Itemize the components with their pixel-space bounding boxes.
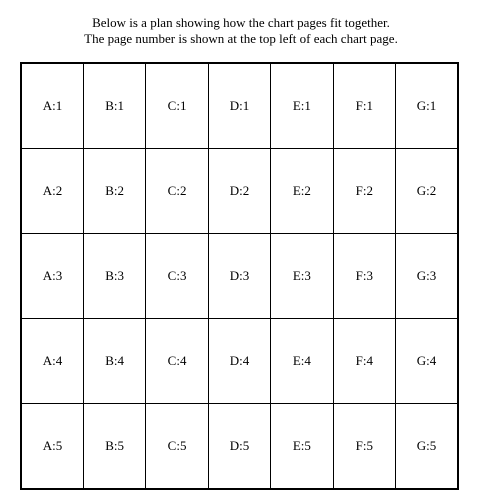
- chart-page-cell: G:1: [396, 63, 458, 149]
- chart-page-cell: F:5: [333, 404, 395, 490]
- chart-page-cell: G:4: [396, 319, 458, 404]
- chart-page-cell: F:3: [333, 234, 395, 319]
- chart-page-cell: G:3: [396, 234, 458, 319]
- chart-page-cell: D:1: [208, 63, 270, 149]
- chart-page-cell: F:1: [333, 63, 395, 149]
- plan-row: [21, 234, 458, 319]
- chart-page-plan-grid: [20, 62, 459, 490]
- chart-page-cell: D:4: [208, 319, 270, 404]
- chart-page-cell: F:4: [333, 319, 395, 404]
- chart-page-cell: C:5: [146, 404, 208, 490]
- chart-page-cell: E:4: [271, 319, 333, 404]
- plan-grid-body: [21, 63, 458, 489]
- chart-page-cell: E:2: [271, 149, 333, 234]
- plan-row: [21, 404, 458, 490]
- chart-page-cell: B:3: [83, 234, 145, 319]
- chart-page-cell: G:5: [396, 404, 458, 490]
- chart-page-cell: C:1: [146, 63, 208, 149]
- chart-page-cell: B:4: [83, 319, 145, 404]
- chart-page-cell: A:2: [21, 149, 83, 234]
- chart-page-cell: A:1: [21, 63, 83, 149]
- chart-page-cell: B:2: [83, 149, 145, 234]
- chart-page-cell: A:3: [21, 234, 83, 319]
- chart-page-cell: E:1: [271, 63, 333, 149]
- chart-page-cell: C:3: [146, 234, 208, 319]
- chart-page-cell: C:2: [146, 149, 208, 234]
- chart-page-cell: B:5: [83, 404, 145, 490]
- chart-page-cell: G:2: [396, 149, 458, 234]
- chart-page-cell: D:5: [208, 404, 270, 490]
- chart-page-cell: A:4: [21, 319, 83, 404]
- chart-page-cell: C:4: [146, 319, 208, 404]
- chart-page-cell: F:2: [333, 149, 395, 234]
- plan-row: [21, 149, 458, 234]
- intro-line-1: Below is a plan showing how the chart pages fit together.: [92, 15, 390, 30]
- chart-page-cell: E:3: [271, 234, 333, 319]
- intro-text: [0, 15, 482, 47]
- chart-page-cell: B:1: [83, 63, 145, 149]
- intro-line-2: The page number is shown at the top left of each chart page.: [84, 31, 398, 46]
- chart-page-cell: E:5: [271, 404, 333, 490]
- chart-page-cell: A:5: [21, 404, 83, 490]
- plan-row: [21, 319, 458, 404]
- chart-page-cell: D:3: [208, 234, 270, 319]
- plan-row: [21, 63, 458, 149]
- chart-page-cell: D:2: [208, 149, 270, 234]
